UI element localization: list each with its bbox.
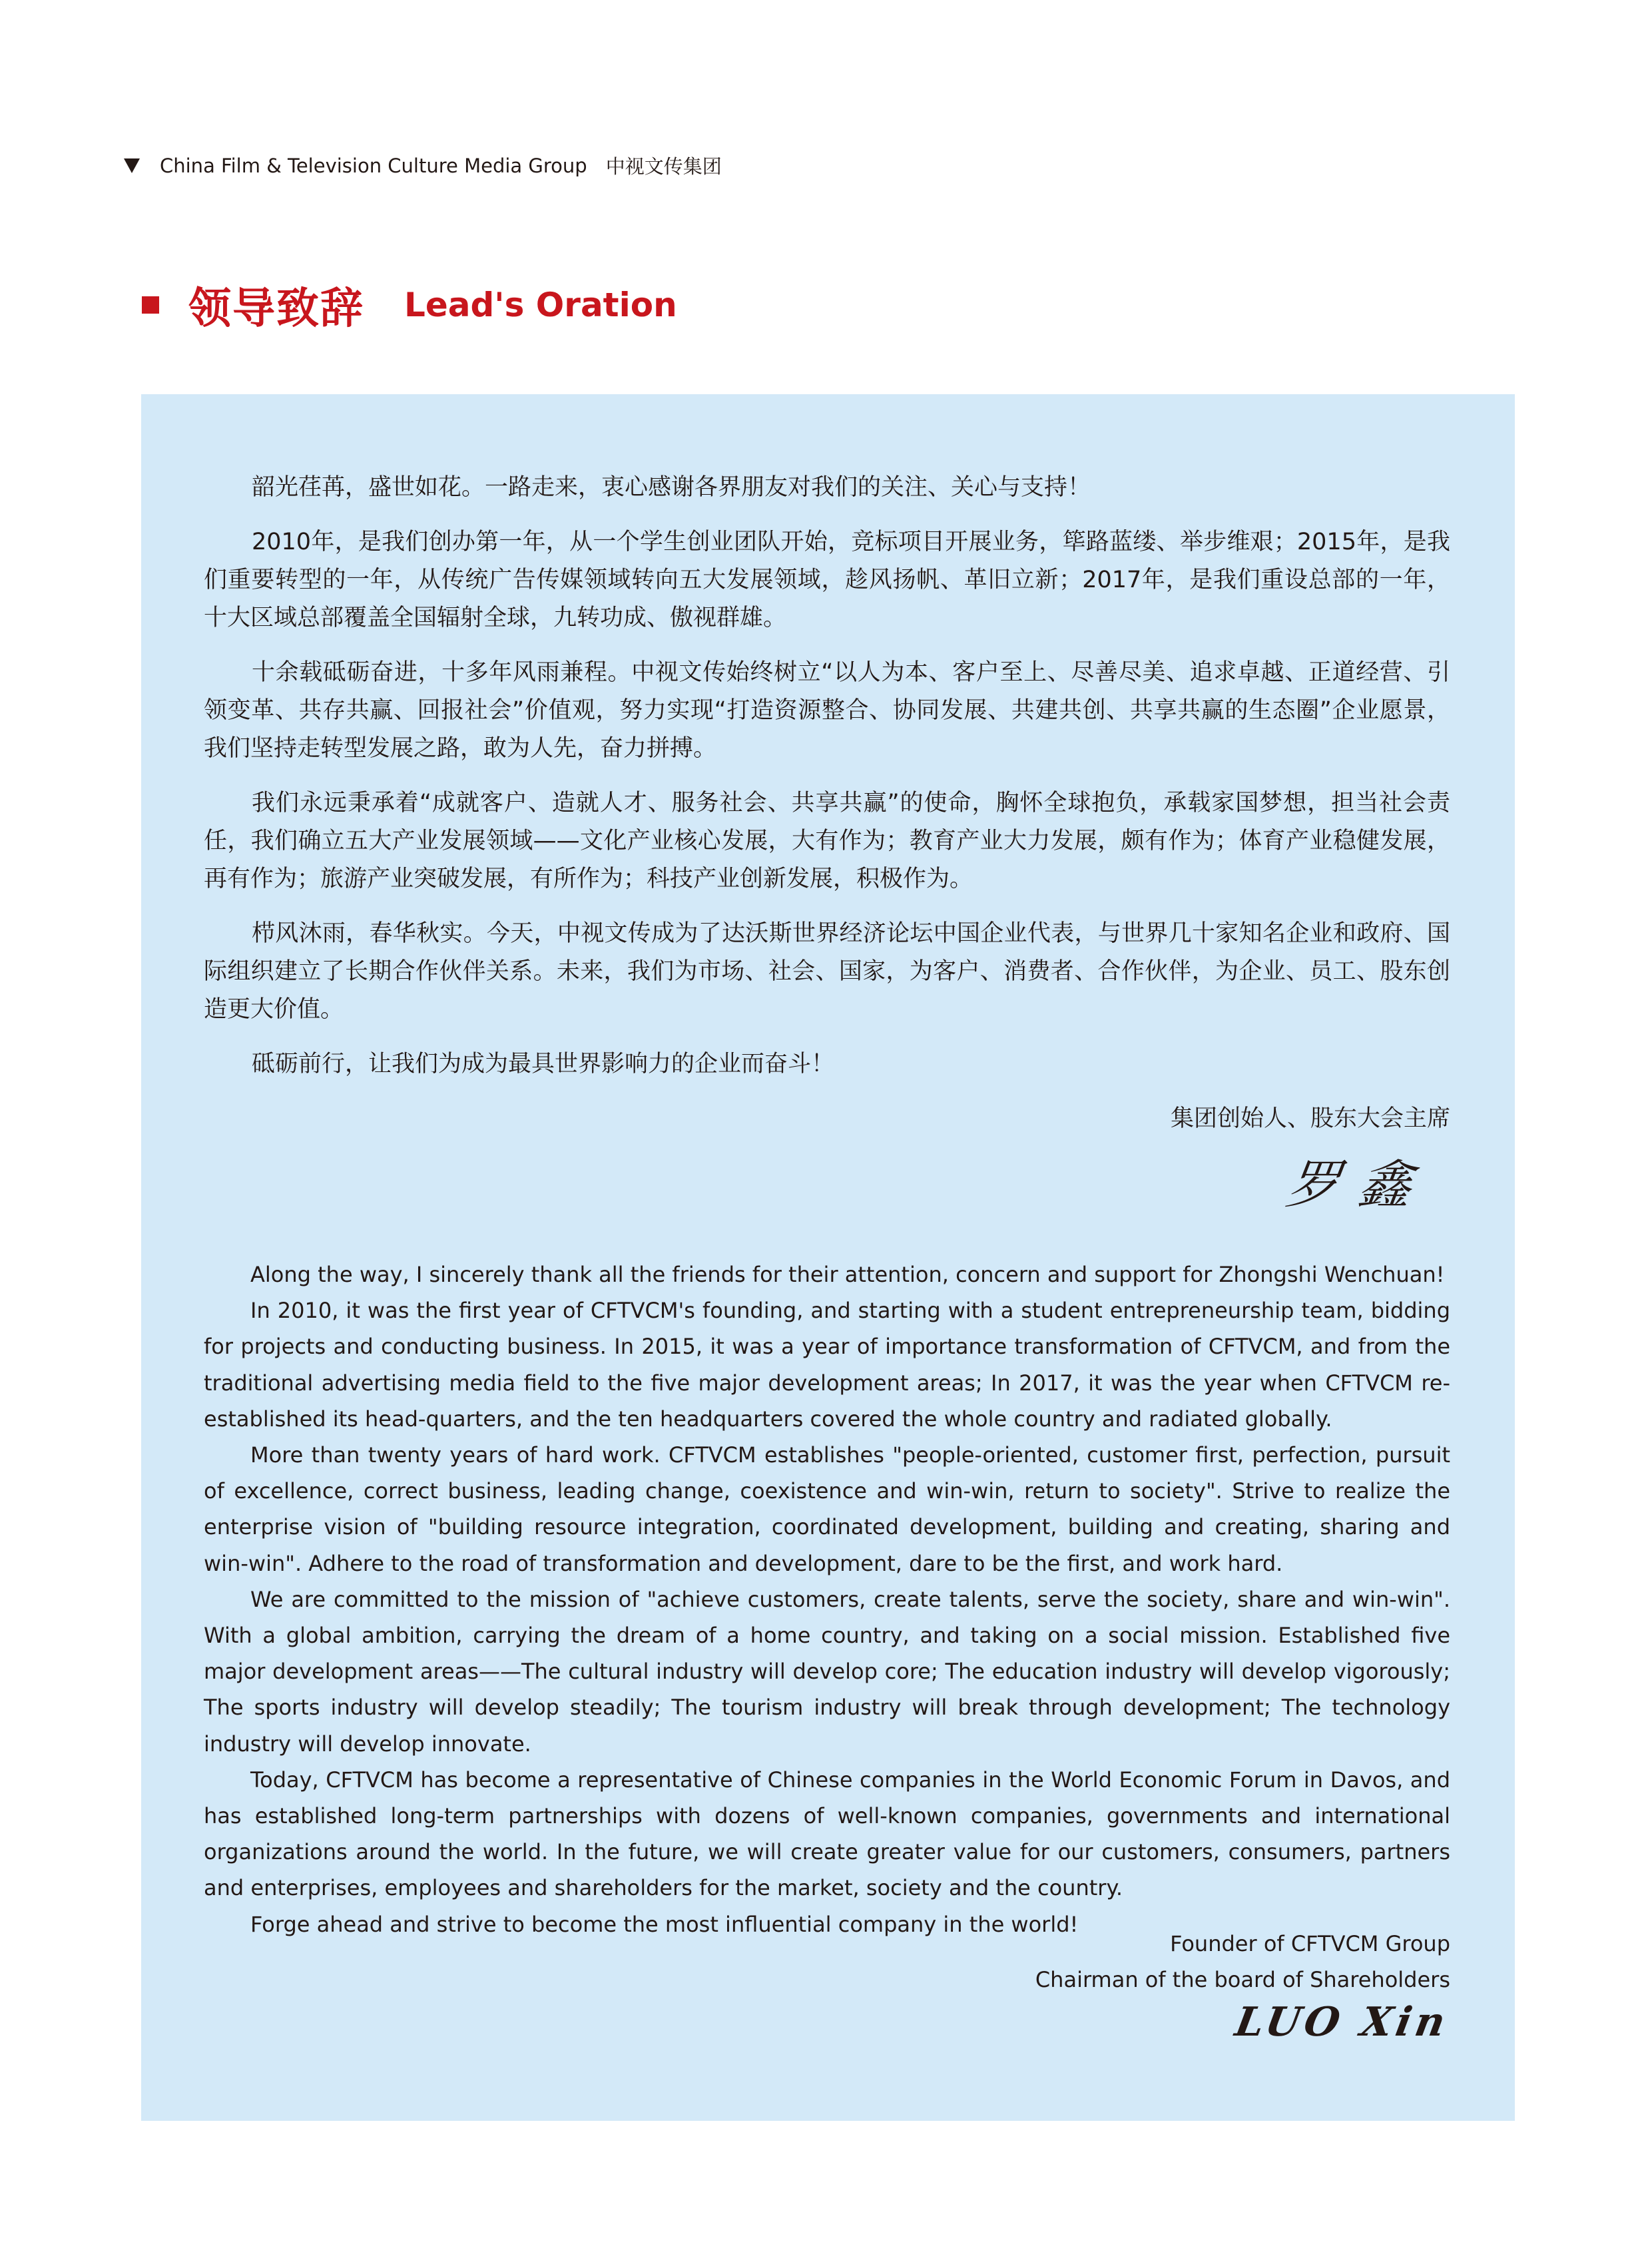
en-handwritten-signature: LUO Xin xyxy=(1231,1999,1453,2046)
en-paragraph: Along the way, I sincerely thank all the friends for their attention, concern and support for Zhongshi Wenchuan! xyxy=(250,1262,1445,1287)
red-square-icon xyxy=(142,296,159,314)
section-title xyxy=(142,274,677,336)
page-header xyxy=(124,152,722,179)
cn-paragraph: 我们永远秉承着“成就客户、造就人才、服务社会、共享共赢”的使命，胸怀全球抱负，承载家国梦想，担当社会责任，我们确立五大产业发展领域——文化产业核心发展，大有作为；教育产业大力发展，颇有作为；体育产业稳健发展，再有作为；旅游产业突破发展，有所作为；科技产业创新发展，积极作为。 xyxy=(204,790,1450,892)
cn-signer-title: 集团创始人、股东大会主席 xyxy=(1170,1105,1450,1132)
en-paragraph: In 2010, it was the first year of CFTVCM's founding, and starting with a student entrepreneurship team, bidding for projects and conducting business. In 2015, it was a year of importance transformation of CFTVCM, and from the traditional advertising media field to the five major development areas; In 2017, it was the year when CFTVCM re-established its head-quarters, and the ten headquarters covered the whole country and radiated globally. xyxy=(204,1298,1450,1432)
section-title-cn: 领导致辞 xyxy=(188,284,364,334)
header-company-en: China Film & Television Culture Media Group xyxy=(160,154,587,177)
en-paragraph: Today, CFTVCM has become a representative of Chinese companies in the World Economic Forum in Davos, and has established long-term partnerships with dozens of well-known companies, governments and international organizations around the world. In the future, we will create greater value for our customers, consumers, partners and enterprises, employees and shareholders for the market, society and the country. xyxy=(204,1767,1450,1901)
en-paragraph: More than twenty years of hard work. CFTVCM establishes "people-oriented, customer first, perfection, pursuit of excellence, correct business, leading change, coexistence and win-win, return to society". Strive to realize the enterprise vision of "building resource integration, coordinated development, building and creating, sharing and win-win". Adhere to the road of transformation and development, dare to be the first, and work hard. xyxy=(204,1442,1450,1576)
oration-panel xyxy=(141,394,1515,2121)
en-signer-line-2: Chairman of the board of Shareholders xyxy=(1035,1967,1450,1992)
en-paragraph: We are committed to the mission of "achieve customers, create talents, serve the society, share and win-win". With a global ambition, carrying the dream of a home country, and taking on a social mission. Established five major development areas——The cultural industry will develop core; The education industry will develop vigorously; The sports industry will develop steadily; The tourism industry will break through development; The technology industry will develop innovate. xyxy=(204,1586,1450,1757)
triangle-marker-icon xyxy=(124,158,140,173)
en-paragraph: Forge ahead and strive to become the most influential company in the world! xyxy=(250,1911,1079,1937)
section-title-en: Lead's Oration xyxy=(404,286,677,324)
cn-paragraph: 韶光荏苒，盛世如花。一路走来，衷心感谢各界朋友对我们的关注、关心与支持！ xyxy=(252,474,1091,501)
cn-paragraph: 砥砺前行，让我们为成为最具世界影响力的企业而奋斗！ xyxy=(252,1051,835,1077)
en-signer-block xyxy=(1035,1926,1450,1998)
cn-handwritten-signature: 罗鑫 xyxy=(1282,1155,1436,1215)
chinese-oration xyxy=(204,469,1450,1100)
english-oration xyxy=(204,1257,1450,1942)
cn-paragraph: 2010年，是我们创办第一年，从一个学生创业团队开始，竞标项目开展业务，筚路蓝缕、举步维艰；2015年，是我们重要转型的一年，从传统广告传媒领域转向五大发展领域，趁风扬帆、革旧立新；2017年，是我们重设总部的一年，十大区域总部覆盖全国辐射全球，九转功成、傲视群雄。 xyxy=(204,529,1450,631)
header-company-cn: 中视文传集团 xyxy=(605,155,722,178)
cn-paragraph: 十余载砥砺奋进，十多年风雨兼程。中视文传始终树立“以人为本、客户至上、尽善尽美、追求卓越、正道经营、引领变革、共存共赢、回报社会”价值观，努力实现“打造资源整合、协同发展、共建共创、共享共赢的生态圈”企业愿景，我们坚持走转型发展之路，敢为人先，奋力拼搏。 xyxy=(204,659,1450,762)
en-signer-line-1: Founder of CFTVCM Group xyxy=(1170,1931,1450,1956)
cn-paragraph: 栉风沐雨，春华秋实。今天，中视文传成为了达沃斯世界经济论坛中国企业代表，与世界几十家知名企业和政府、国际组织建立了长期合作伙伴关系。未来，我们为市场、社会、国家，为客户、消费者、合作伙伴，为企业、员工、股东创造更大价值。 xyxy=(204,920,1450,1023)
